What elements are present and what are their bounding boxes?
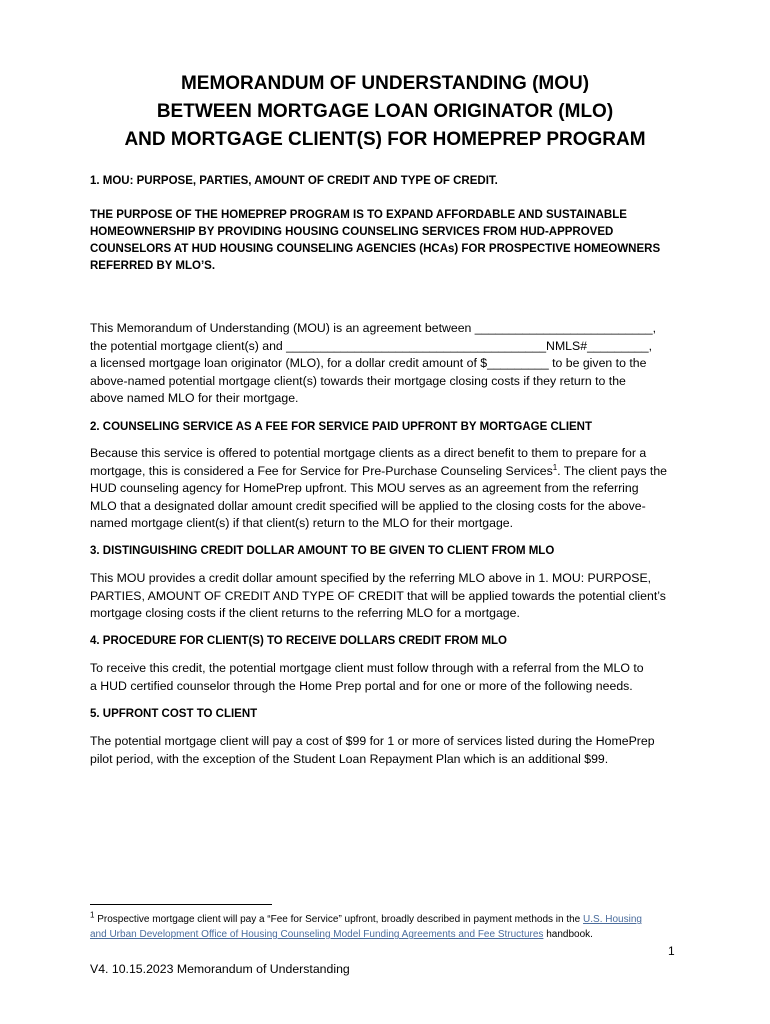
section-2-paragraph [90, 445, 690, 533]
hud-link[interactable]: U.S. Housing [583, 914, 642, 925]
section-1-heading: 1. MOU: PURPOSE, PARTIES, AMOUNT OF CREDIT AND TYPE OF CREDIT. [90, 175, 498, 187]
title-line-1: MEMORANDUM OF UNDERSTANDING (MOU) [180, 73, 590, 94]
section-4-paragraph [90, 660, 690, 695]
paragraph-line: pilot period, with the exception of the Student Loan Repayment Plan which is an additional $99. [90, 751, 609, 766]
paragraph-line: named mortgage client(s) if that client(s) return to the MLO for their mortgage. [90, 516, 514, 531]
paragraph-line: a HUD certified counselor through the Home Prep portal and for one or more of the following needs. [90, 678, 633, 693]
section-5-paragraph [90, 733, 690, 768]
agreement-line: a licensed mortgage loan originator (MLO), for a dollar credit amount of $_________ to be given to the [90, 356, 647, 371]
section-3-paragraph [90, 570, 690, 623]
paragraph-line: This MOU provides a credit dollar amount specified by the referring MLO above in 1. MOU: PURPOSE, [90, 571, 652, 585]
title-line-2: BETWEEN MORTGAGE LOAN ORIGINATOR (MLO) [156, 101, 614, 122]
footnote-divider [90, 904, 272, 905]
footnote-line-1: $^1$ Prospective mortgage client will pay a “Fee for Service” upfront, broadly described in payment methods in the U.S. Housing [90, 910, 642, 925]
document-footer: V4. 10.15.2023 Memorandum of Understanding [90, 962, 350, 976]
agreement-line: above named MLO for their mortgage. [90, 391, 299, 406]
paragraph-line: mortgage closing costs if the client returns to the referring MLO for a mortgage. [90, 606, 520, 621]
footnote-number: 1 [90, 910, 95, 920]
purpose-line: THE PURPOSE OF THE HOMEPREP PROGRAM IS TO EXPAND AFFORDABLE AND SUSTAINABLE [90, 209, 627, 221]
paragraph-line: To receive this credit, the potential mortgage client must follow through with a referral from the MLO to [90, 661, 644, 675]
paragraph-line: MLO that a designated dollar amount credit specified will be applied to the closing costs for the above- [90, 498, 646, 513]
paragraph-line: The potential mortgage client will pay a cost of $99 for 1 or more of services listed during the HomePrep [90, 734, 655, 748]
hud-link-continued[interactable]: and Urban Development Office of Housing Counseling Model Funding Agreements and Fee Structures [90, 929, 544, 940]
footnote-reference[interactable]: 1 [552, 462, 558, 472]
agreement-line: above-named potential mortgage client(s) towards their mortgage closing costs if they return to the [90, 373, 626, 388]
paragraph-line: PARTIES, AMOUNT OF CREDIT AND TYPE OF CREDIT that will be applied towards the potential client’s [90, 588, 666, 603]
purpose-line: HOMEOWNERSHIP BY PROVIDING HOUSING COUNSELING SERVICES FROM HUD-APPROVED [90, 226, 614, 238]
section-2-heading: 2. COUNSELING SERVICE AS A FEE FOR SERVICE PAID UPFRONT BY MORTGAGE CLIENT [90, 421, 593, 433]
page-number: 1 [668, 944, 675, 958]
footnote [90, 912, 690, 942]
document-title [0, 70, 770, 154]
purpose-line: COUNSELORS AT HUD HOUSING COUNSELING AGENCIES (HCAs) FOR PROSPECTIVE HOMEOWNERS [90, 243, 661, 255]
footnote-line-2: and Urban Development Office of Housing Counseling Model Funding Agreements and Fee Structures handbook. [90, 929, 593, 940]
section-3-heading: 3. DISTINGUISHING CREDIT DOLLAR AMOUNT TO BE GIVEN TO CLIENT FROM MLO [90, 545, 555, 557]
agreement-line: the potential mortgage client(s) and ______________________________________NMLS#_________, [90, 338, 653, 353]
paragraph-line: Because this service is offered to potential mortgage clients as a direct benefit to them to prepare for a [90, 446, 647, 460]
agreement-line: This Memorandum of Understanding (MOU) is an agreement between __________________________, [90, 321, 657, 335]
agreement-paragraph [90, 320, 690, 408]
paragraph-line: mortgage, this is considered a Fee for Service for Pre-Purchase Counseling Services$^1$. The client pays the [90, 462, 667, 478]
title-line-3: AND MORTGAGE CLIENT(S) FOR HOMEPREP PROGRAM [124, 129, 646, 150]
purpose-line: REFERRED BY MLO’S. [90, 260, 216, 272]
paragraph-line: HUD counseling agency for HomePrep upfront. This MOU serves as an agreement from the referring [90, 481, 639, 496]
purpose-statement [90, 207, 690, 275]
section-5-heading: 5. UPFRONT COST TO CLIENT [90, 708, 258, 720]
section-4-heading: 4. PROCEDURE FOR CLIENT(S) TO RECEIVE DOLLARS CREDIT FROM MLO [90, 635, 507, 647]
